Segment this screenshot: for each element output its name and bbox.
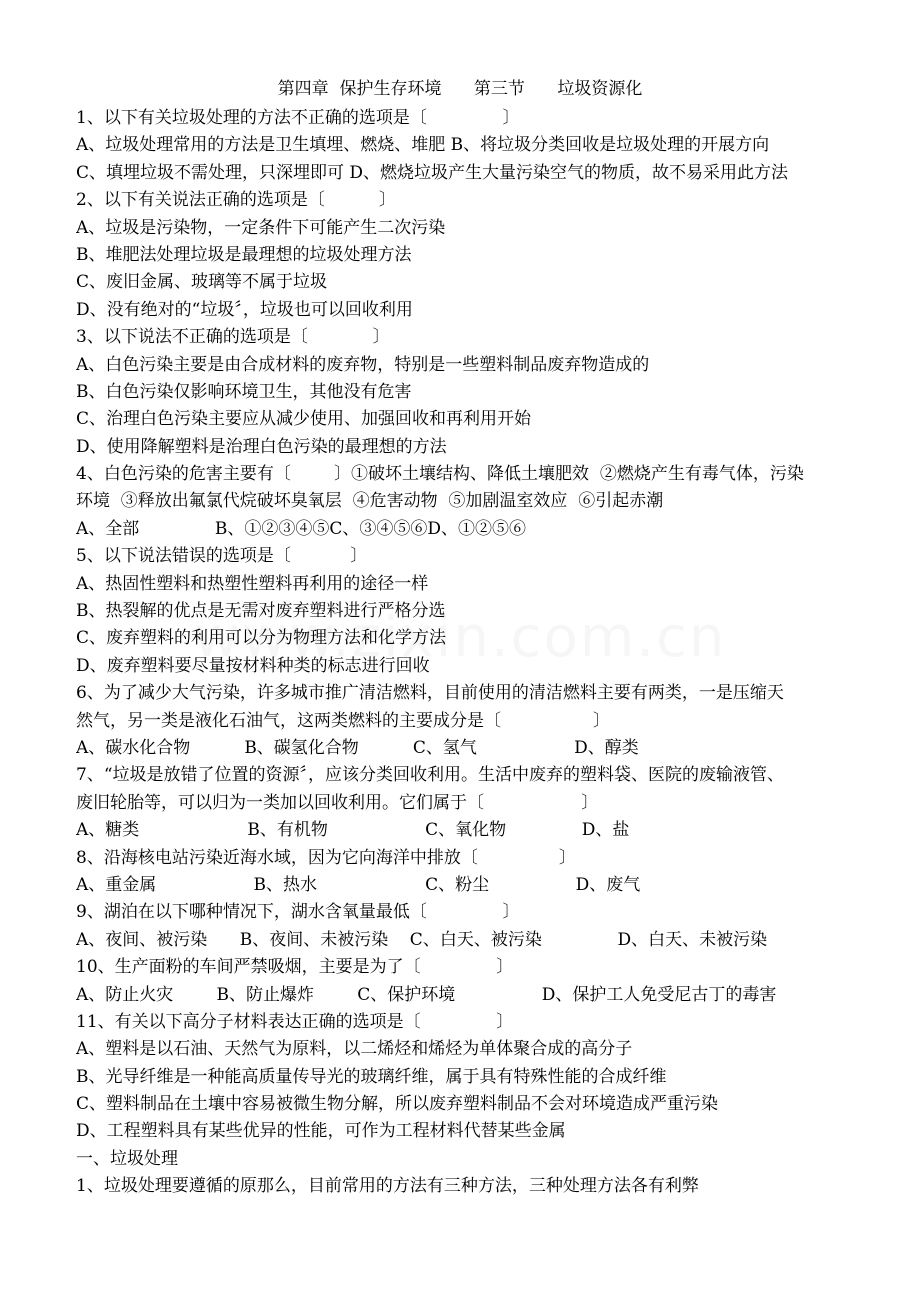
page-title: 第四章 保护生存环境 第三节 垃圾资源化 (277, 79, 643, 99)
text-line: 10、生产面粉的车间严禁吸烟，主要是为了〔 〕 (76, 957, 514, 978)
text-line: 一、垃圾处理 (76, 1148, 178, 1169)
text-line: D、没有绝对的“垃圾〞，垃圾也可以回收利用 (76, 299, 413, 320)
text-line: B、光导纤维是一种能高质量传导光的玻璃纤维，属于具有特殊性能的合成纤维 (76, 1066, 667, 1087)
text-line: B、白色污染仅影响环境卫生，其他没有危害 (76, 381, 412, 402)
text-line: A、夜间、被污染 B、夜间、未被污染 C、白天、被污染 D、白天、未被污染 (76, 929, 768, 950)
text-line: B、热裂解的优点是无需对废弃塑料进行严格分选 (76, 601, 446, 622)
text-line: A、糖类 B、有机物 C、氧化物 D、盐 (76, 820, 630, 841)
text-line: C、废弃塑料的利用可以分为物理方法和化学方法 (76, 628, 447, 649)
text-line: 3、以下说法不正确的选项是〔 〕 (76, 327, 390, 348)
text-line: 8、沿海核电站污染近海水域，因为它向海洋中排放〔 〕 (76, 847, 576, 868)
text-line: D、废弃塑料要尽量按材料种类的标志进行回收 (76, 655, 430, 676)
text-line: A、垃圾是污染物，一定条件下可能产生二次污染 (76, 217, 446, 238)
text-line: C、填埋垃圾不需处理，只深埋即可 D、燃烧垃圾产生大量污染空气的物质，故不易采用此方法 (76, 162, 789, 183)
text-line: C、废旧金属、玻璃等不属于垃圾 (76, 272, 328, 293)
text-line: D、使用降解塑料是治理白色污染的最理想的方法 (76, 436, 447, 457)
text-line: 7、“垃圾是放错了位置的资源〞，应该分类回收利用。生活中废弃的塑料袋、医院的废输液管、 (76, 765, 785, 786)
text-line: D、工程塑料具有某些优异的性能，可作为工程材料代替某些金属 (76, 1121, 566, 1142)
text-line: 1、垃圾处理要遵循的原那么，目前常用的方法有三种方法，三种处理方法各有利弊 (76, 1176, 699, 1197)
text-line: 9、湖泊在以下哪种情况下，湖水含氧量最低〔 〕 (76, 902, 520, 923)
text-line: 环境 ③释放出氟氯代烷破坏臭氧层 ④危害动物 ⑤加剧温室效应 ⑥引起赤潮 (76, 491, 664, 512)
text-line: 然气，另一类是液化石油气，这两类燃料的主要成分是〔 〕 (76, 710, 610, 731)
text-line: A、塑料是以石油、天然气为原料，以二烯烃和烯烃为单体聚合成的高分子 (76, 1039, 633, 1060)
text-line: C、塑料制品在土壤中容易被微生物分解，所以废弃塑料制品不会对环境造成严重污染 (76, 1094, 719, 1115)
text-line: 5、以下说法错误的选项是〔 〕 (76, 546, 368, 567)
text-line: B、堆肥法处理垃圾是最理想的垃圾处理方法 (76, 244, 412, 265)
text-line: 1、以下有关垃圾处理的方法不正确的选项是〔 〕 (76, 108, 520, 128)
text-body (76, 105, 866, 1201)
text-line: C、治理白色污染主要应从减少使用、加强回收和再利用开始 (76, 409, 532, 430)
text-line: A、防止火灾 B、防止爆炸 C、保护环境 D、保护工人免受尼古丁的毒害 (76, 984, 777, 1005)
text-line: 6、为了减少大气污染，许多城市推广清洁燃料，目前使用的清洁燃料主要有两类，一是压缩天 (76, 683, 784, 704)
text-line: 废旧轮胎等，可以归为一类加以回收利用。它们属于〔 〕 (76, 792, 599, 813)
text-line: 4、白色污染的危害主要有〔 〕①破坏土壤结构、降低土壤肥效 ②燃烧产生有毒气体，污染 (76, 464, 804, 485)
text-line: 11、有关以下高分子材料表达正确的选项是〔 〕 (76, 1011, 514, 1032)
text-line: A、热固性塑料和热塑性塑料再利用的途径一样 (76, 573, 429, 594)
text-line: A、白色污染主要是由合成材料的废弃物，特别是一些塑料制品废弃物造成的 (76, 354, 650, 375)
text-line: A、垃圾处理常用的方法是卫生填埋、燃烧、堆肥 B、将垃圾分类回收是垃圾处理的开展方向 (76, 135, 770, 156)
text-line: 2、以下有关说法正确的选项是〔 〕 (76, 190, 396, 211)
text-line: A、重金属 B、热水 C、粉尘 D、废气 (76, 874, 641, 895)
text-line: A、全部 B、①②③④⑤C、③④⑤⑥D、①②⑤⑥ (76, 518, 527, 539)
text-line: A、碳水化合物 B、碳氢化合物 C、氢气 D、醇类 (76, 737, 639, 758)
